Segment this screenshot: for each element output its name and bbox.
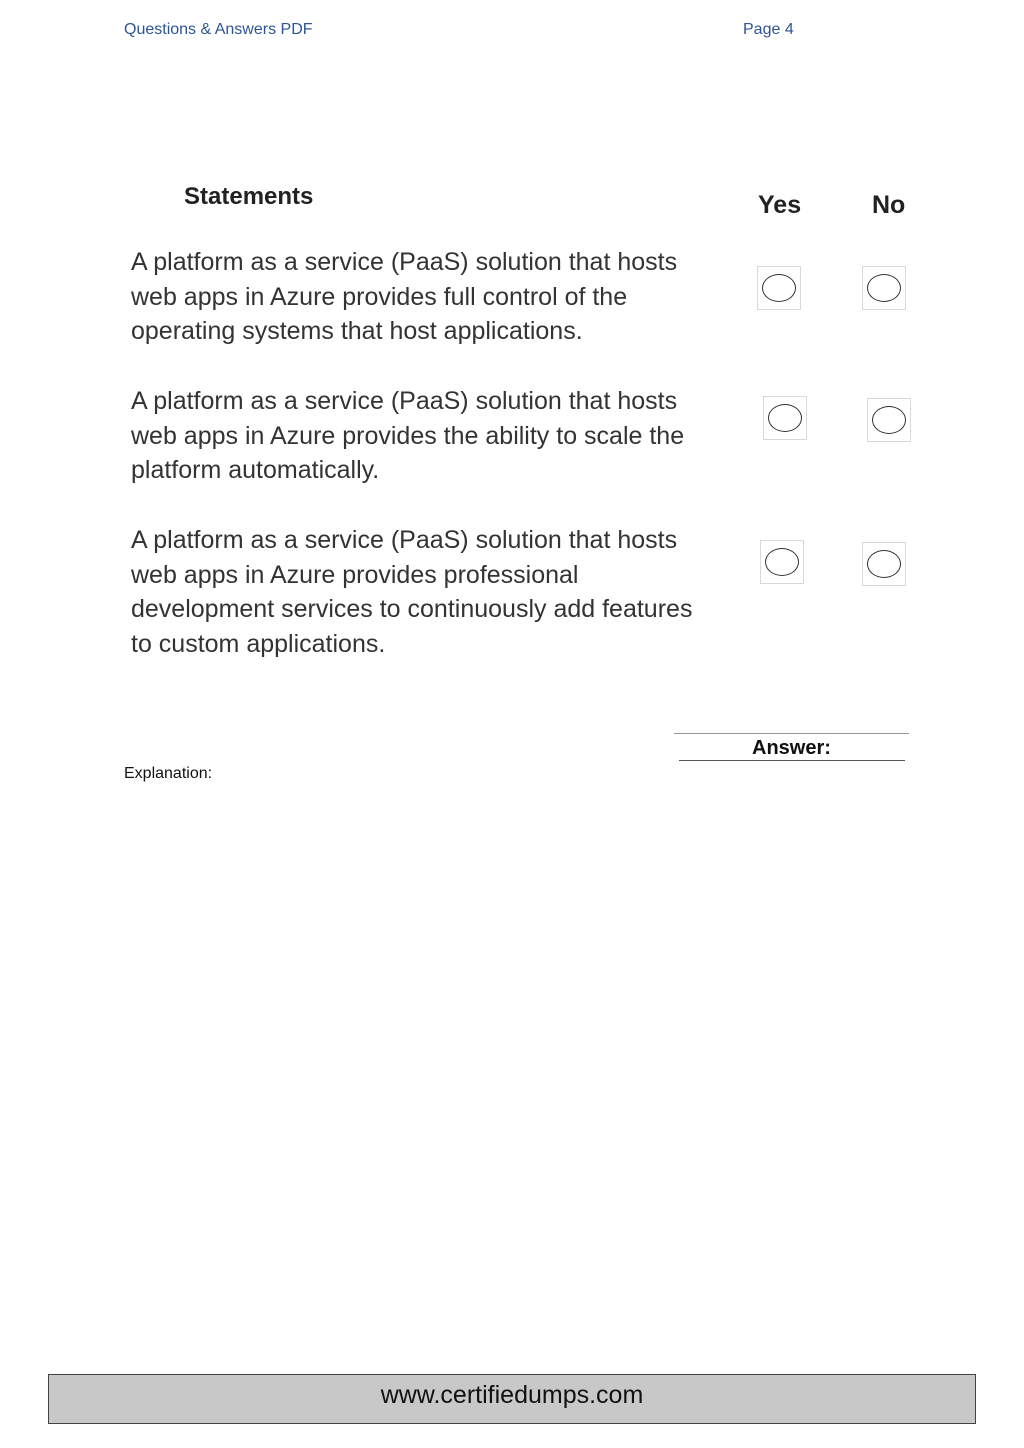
- answer-rule-bottom: [679, 760, 905, 761]
- page-number: Page 4: [743, 21, 794, 38]
- header-title: Questions & Answers PDF: [124, 21, 313, 38]
- statement-line: A platform as a service (PaaS) solution that hosts: [131, 248, 678, 276]
- radio-button-icon: [762, 274, 796, 302]
- explanation-label: Explanation:: [124, 765, 213, 782]
- statement-3-no-radio[interactable]: [862, 542, 906, 586]
- radio-button-icon: [867, 274, 901, 302]
- radio-button-icon: [872, 406, 906, 434]
- statement-1-no-radio[interactable]: [862, 266, 906, 310]
- answer-rule-top: [674, 733, 909, 734]
- radio-button-icon: [867, 550, 901, 578]
- statement-line: A platform as a service (PaaS) solution that hosts: [131, 387, 678, 415]
- statement-line: web apps in Azure provides professional: [131, 560, 579, 589]
- statement-3: [131, 523, 741, 662]
- no-column-heading: No: [872, 191, 906, 219]
- yes-column-heading: Yes: [758, 191, 802, 219]
- statement-line: to custom applications.: [131, 630, 386, 659]
- statement-line: A platform as a service (PaaS) solution that hosts: [131, 526, 678, 554]
- statement-line: development services to continuously add features: [131, 595, 693, 624]
- statement-line: operating systems that host applications.: [131, 317, 583, 346]
- footer-banner: [48, 1374, 976, 1424]
- radio-button-icon: [765, 548, 799, 576]
- statement-3-yes-radio[interactable]: [760, 540, 804, 584]
- statement-line: platform automatically.: [131, 456, 380, 485]
- answer-label: Answer:: [752, 737, 831, 759]
- statement-line: web apps in Azure provides the ability to scale the: [131, 421, 685, 450]
- statement-line: web apps in Azure provides full control of the: [131, 282, 628, 311]
- footer-url[interactable]: www.certifiedumps.com: [380, 1381, 644, 1409]
- statement-2: [131, 384, 741, 488]
- statement-1-yes-radio[interactable]: [757, 266, 801, 310]
- statement-1: [131, 245, 741, 349]
- statement-2-yes-radio[interactable]: [763, 396, 807, 440]
- statements-heading: Statements: [184, 183, 314, 210]
- radio-button-icon: [768, 404, 802, 432]
- statement-2-no-radio[interactable]: [867, 398, 911, 442]
